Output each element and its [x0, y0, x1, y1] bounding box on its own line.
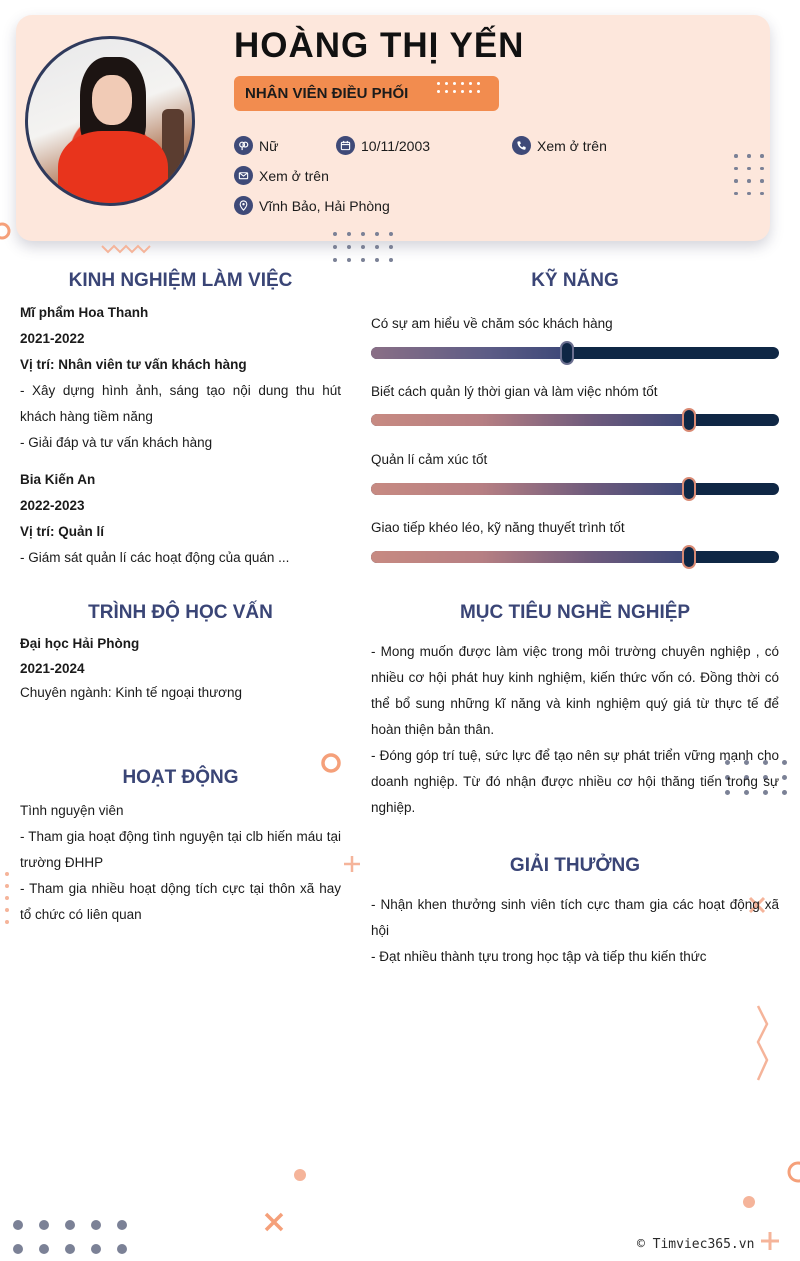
experience-list	[20, 467, 341, 571]
experience-heading: KINH NGHIỆM LÀM VIỆC	[68, 270, 293, 291]
gender-value: Nữ	[259, 137, 279, 154]
award-item: - Nhận khen thưởng sinh viên tích cực tham gia các hoạt động xã hội	[371, 897, 779, 938]
ring-decoration	[783, 1158, 800, 1188]
email-info	[234, 166, 329, 185]
education-period: 2021-2024	[20, 660, 85, 676]
awards-block	[371, 892, 779, 970]
dots-decoration	[3, 868, 11, 932]
company-name: Bia Kiến An	[20, 472, 96, 487]
job-detail: - Xây dựng hình ảnh, sáng tạo nội dung thu hút khách hàng tiềm năng	[20, 383, 341, 424]
skill-label: Giao tiếp khéo léo, kỹ năng thuyết trình tốt	[371, 520, 625, 535]
dots-decoration	[437, 82, 485, 93]
address-value: Vĩnh Bảo, Hải Phòng	[259, 197, 390, 214]
email-value: Xem ở trên	[259, 167, 329, 184]
skill-knob	[682, 408, 696, 432]
education-block	[20, 632, 341, 706]
phone-value: Xem ở trên	[537, 137, 607, 154]
objective-block	[371, 639, 779, 821]
job-position: Vị trí: Nhân viên tư vấn khách hàng	[20, 357, 247, 372]
envelope-icon	[234, 166, 253, 185]
birthday-info	[336, 136, 430, 155]
location-pin-icon	[234, 196, 253, 215]
awards-heading: GIẢI THƯỞNG	[509, 855, 641, 876]
award-item: - Đạt nhiều thành tựu trong học tập và tiếp thu kiến thức	[371, 949, 707, 964]
skill-bar	[371, 483, 779, 495]
skill-knob	[682, 545, 696, 569]
activities-block	[20, 798, 341, 928]
job-detail: - Giám sát quản lí các hoạt động của quán ...	[20, 550, 290, 565]
job-detail: - Giải đáp và tư vấn khách hàng	[20, 435, 213, 450]
address-info	[234, 196, 390, 215]
skill-knob	[682, 477, 696, 501]
skill-fill	[371, 551, 689, 563]
plus-decoration	[759, 1230, 781, 1252]
job-period: 2021-2022	[20, 331, 85, 346]
phone-info	[512, 136, 607, 155]
activities-heading: HOẠT ĐỘNG	[122, 767, 239, 788]
gender-info	[234, 136, 278, 155]
education-major: Chuyên ngành: Kinh tế ngoại thương	[20, 685, 243, 700]
skill-knob	[560, 341, 574, 365]
zigzag-decoration	[100, 242, 154, 256]
phone-icon	[512, 136, 531, 155]
skill-fill	[371, 483, 689, 495]
job-period: 2022-2023	[20, 498, 85, 513]
activity-item: - Tham gia hoạt động tình nguyện tại clb hiến máu tại trường ĐHHP	[20, 829, 341, 870]
skill-label: Quản lí cảm xúc tốt	[371, 452, 488, 467]
school-name: Đại học Hải Phòng	[20, 636, 140, 651]
skill-bar	[371, 347, 779, 359]
skill-fill	[371, 347, 567, 359]
dot-decoration	[740, 1193, 758, 1211]
job-position: Vị trí: Quản lí	[20, 524, 105, 539]
dots-decoration	[13, 1220, 143, 1254]
gender-icon	[234, 136, 253, 155]
dot-decoration	[290, 1165, 310, 1185]
experience-list	[20, 300, 341, 456]
skill-label: Có sự am hiểu về chăm sóc khách hàng	[371, 316, 613, 331]
job-title-badge	[234, 76, 499, 111]
plus-decoration	[342, 854, 362, 874]
objective-paragraph: - Đóng góp trí tuệ, sức lực để tạo nên sự phát triển vững mạnh cho doanh nghiệp. Từ đó nhận được nhiều cơ hội thăng tiến trong sự nghiệp.	[371, 748, 779, 815]
cross-decoration	[262, 1210, 286, 1234]
job-title: NHÂN VIÊN ĐIỀU PHỐI	[245, 85, 409, 102]
objective-paragraph: - Mong muốn được làm việc trong môi trường chuyên nghiệp , có nhiều cơ hội phát huy kinh nghiệm, kiến thức vốn có. Đồng thời có thể bổ sung những kĩ năng và kinh nghiệm quý giá từ thực tế để hoàn thiện bản thân.	[371, 644, 779, 737]
ring-decoration	[0, 220, 14, 244]
birthday-value: 10/11/2003	[361, 137, 431, 154]
activity-item: - Tham gia nhiều hoạt dộng tích cực tại thôn xã hay tổ chức có liên quan	[20, 881, 341, 922]
activity-role: Tình nguyện viên	[20, 803, 124, 818]
calendar-icon	[336, 136, 355, 155]
skills-heading: KỸ NĂNG	[531, 270, 619, 291]
dots-decoration	[333, 232, 403, 262]
skill-fill	[371, 414, 689, 426]
objective-heading: MỤC TIÊU NGHỀ NGHIỆP	[459, 602, 691, 623]
skill-bar	[371, 414, 779, 426]
zigzag-decoration	[752, 1004, 772, 1084]
profile-photo	[25, 36, 195, 206]
copyright-footer: © Timviec365.vn	[637, 1237, 755, 1252]
dots-decoration	[734, 154, 773, 195]
skill-label: Biết cách quản lý thời gian và làm việc nhóm tốt	[371, 384, 658, 399]
skill-bar	[371, 551, 779, 563]
education-heading: TRÌNH ĐỘ HỌC VẤN	[88, 602, 273, 623]
candidate-name: HOÀNG THỊ YẾN	[234, 26, 525, 65]
company-name: Mĩ phẩm Hoa Thanh	[20, 305, 149, 320]
